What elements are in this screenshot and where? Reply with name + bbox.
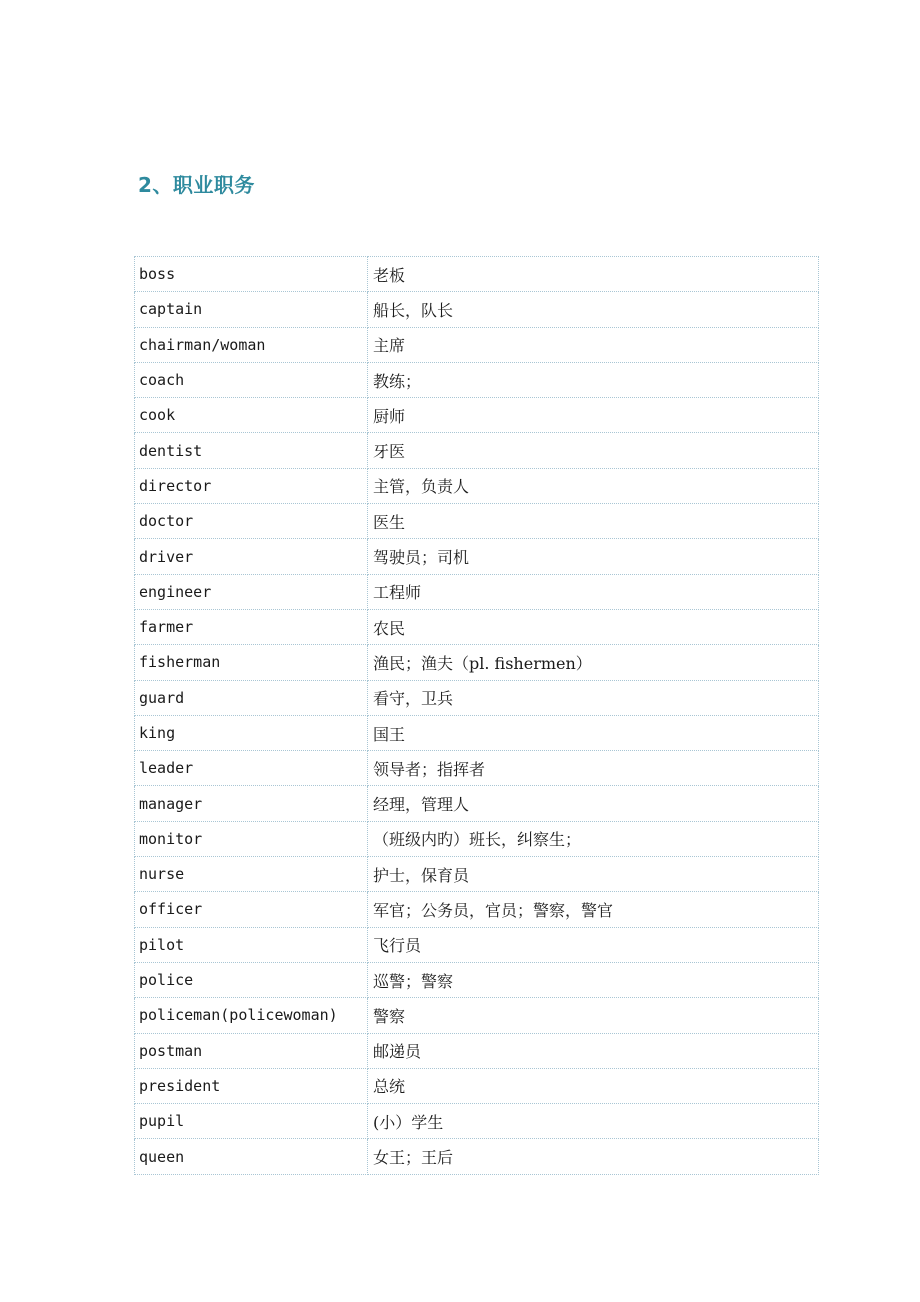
table-row <box>135 1139 819 1174</box>
chinese-meaning-cell: 警察 <box>368 998 819 1033</box>
table-row <box>135 821 819 856</box>
chinese-meaning-cell: 总统 <box>368 1068 819 1103</box>
english-term-cell: manager <box>135 786 368 821</box>
table-row <box>135 998 819 1033</box>
chinese-meaning-cell: 经理，管理人 <box>368 786 819 821</box>
table-row <box>135 609 819 644</box>
chinese-meaning-cell: 教练； <box>368 362 819 397</box>
english-term-cell: engineer <box>135 574 368 609</box>
english-term-cell: policeman(policewoman) <box>135 998 368 1033</box>
vocabulary-table-body <box>135 257 819 1175</box>
english-term-cell: president <box>135 1068 368 1103</box>
chinese-meaning-cell: 主管，负责人 <box>368 468 819 503</box>
english-term-cell: chairman/woman <box>135 327 368 362</box>
chinese-meaning-cell: (小）学生 <box>368 1104 819 1139</box>
english-term-cell: officer <box>135 892 368 927</box>
table-row <box>135 504 819 539</box>
english-term-cell: fisherman <box>135 645 368 680</box>
english-term-cell: monitor <box>135 821 368 856</box>
table-row <box>135 468 819 503</box>
english-term-cell: driver <box>135 539 368 574</box>
english-term-cell: dentist <box>135 433 368 468</box>
table-row <box>135 786 819 821</box>
table-row <box>135 327 819 362</box>
table-row <box>135 645 819 680</box>
chinese-meaning-cell: 巡警；警察 <box>368 962 819 997</box>
chinese-meaning-cell: 邮递员 <box>368 1033 819 1068</box>
table-row <box>135 751 819 786</box>
table-row <box>135 574 819 609</box>
table-row <box>135 715 819 750</box>
table-row <box>135 292 819 327</box>
chinese-meaning-cell: 护士，保育员 <box>368 857 819 892</box>
chinese-meaning-cell: 飞行员 <box>368 927 819 962</box>
chinese-meaning-cell: 国王 <box>368 715 819 750</box>
english-term-cell: nurse <box>135 857 368 892</box>
chinese-meaning-cell: 医生 <box>368 504 819 539</box>
chinese-meaning-cell: 主席 <box>368 327 819 362</box>
chinese-meaning-cell: 牙医 <box>368 433 819 468</box>
chinese-meaning-cell: 工程师 <box>368 574 819 609</box>
english-term-cell: leader <box>135 751 368 786</box>
english-term-cell: doctor <box>135 504 368 539</box>
table-row <box>135 1104 819 1139</box>
chinese-meaning-cell: 农民 <box>368 609 819 644</box>
english-term-cell: police <box>135 962 368 997</box>
page-title: 2、职业职务 <box>138 173 255 197</box>
english-term-cell: director <box>135 468 368 503</box>
chinese-meaning-cell: 渔民；渔夫（pl. fishermen） <box>368 645 819 680</box>
chinese-meaning-cell: （班级内旳）班长，纠察生； <box>368 821 819 856</box>
chinese-meaning-cell: 老板 <box>368 257 819 292</box>
table-row <box>135 257 819 292</box>
table-row <box>135 362 819 397</box>
english-term-cell: guard <box>135 680 368 715</box>
table-row <box>135 892 819 927</box>
table-row <box>135 539 819 574</box>
chinese-meaning-cell: 军官；公务员，官员；警察，警官 <box>368 892 819 927</box>
english-term-cell: coach <box>135 362 368 397</box>
english-term-cell: pilot <box>135 927 368 962</box>
chinese-meaning-cell: 女王；王后 <box>368 1139 819 1174</box>
english-term-cell: boss <box>135 257 368 292</box>
chinese-meaning-cell: 领导者；指挥者 <box>368 751 819 786</box>
english-term-cell: king <box>135 715 368 750</box>
english-term-cell: cook <box>135 398 368 433</box>
english-term-cell: postman <box>135 1033 368 1068</box>
table-row <box>135 398 819 433</box>
vocabulary-table <box>134 256 819 1175</box>
table-row <box>135 1033 819 1068</box>
chinese-meaning-cell: 船长，队长 <box>368 292 819 327</box>
table-row <box>135 680 819 715</box>
table-row <box>135 927 819 962</box>
table-row <box>135 1068 819 1103</box>
chinese-meaning-cell: 厨师 <box>368 398 819 433</box>
table-row <box>135 857 819 892</box>
english-term-cell: farmer <box>135 609 368 644</box>
english-term-cell: pupil <box>135 1104 368 1139</box>
english-term-cell: queen <box>135 1139 368 1174</box>
chinese-meaning-cell: 驾驶员；司机 <box>368 539 819 574</box>
chinese-meaning-cell: 看守，卫兵 <box>368 680 819 715</box>
english-term-cell: captain <box>135 292 368 327</box>
table-row <box>135 433 819 468</box>
table-row <box>135 962 819 997</box>
